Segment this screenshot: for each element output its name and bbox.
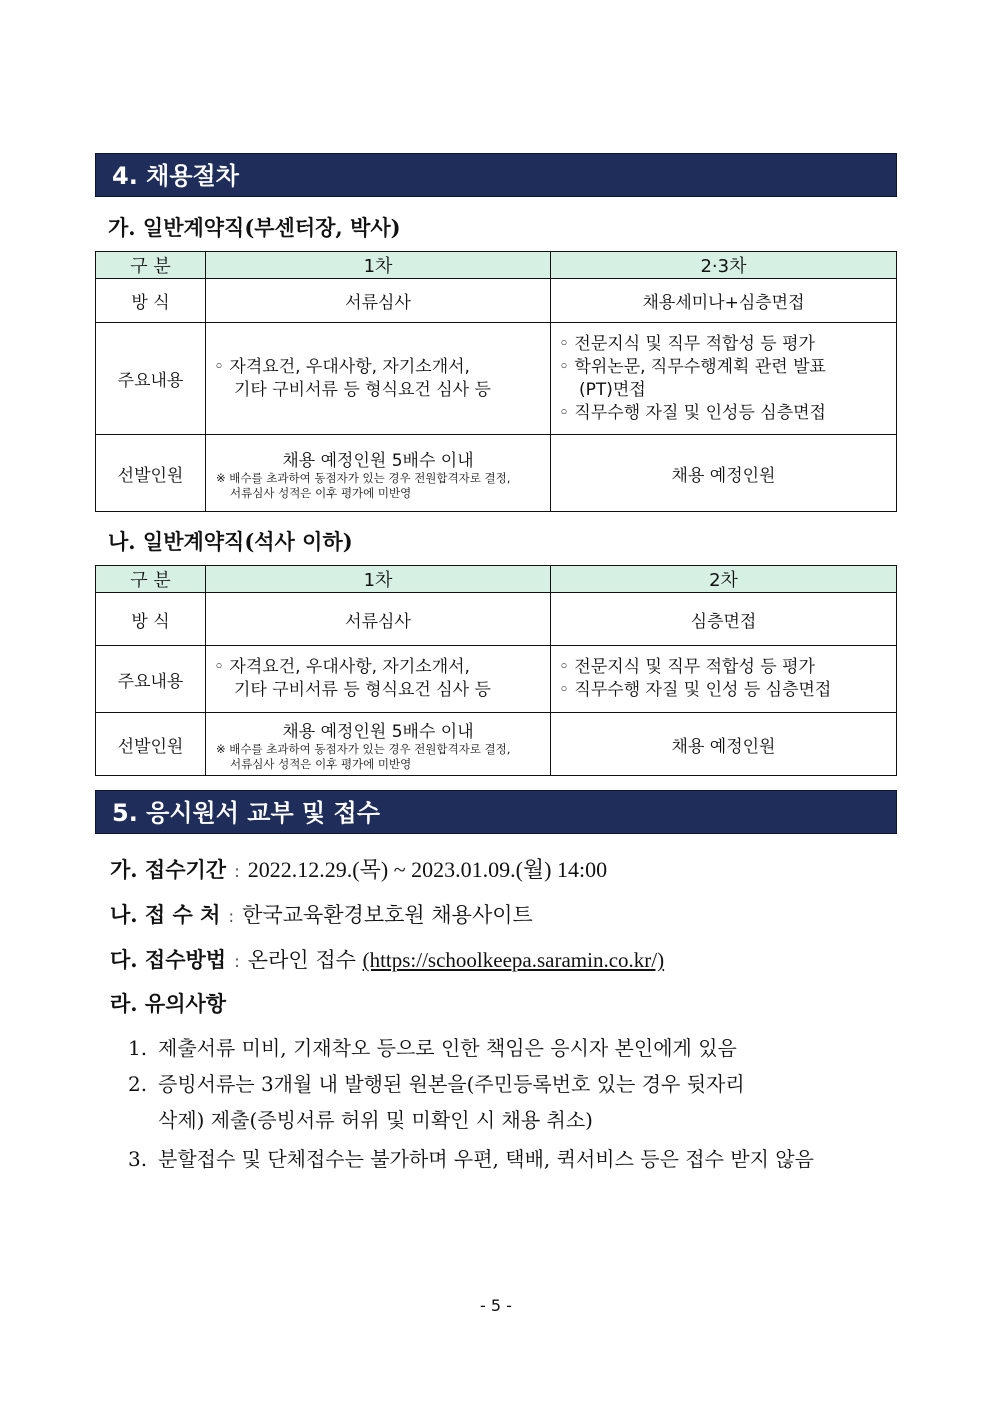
- note-text: 제출서류 미비, 기재착오 등으로 인한 책임은 응시자 본인에게 있음: [158, 1036, 737, 1060]
- application-period: 가. 접수기간 : 2022.12.29.(목) ~ 2023.01.09.(월) 14:00: [110, 857, 608, 882]
- select-stage-2: 채용 예정인원: [551, 435, 897, 512]
- header-category: 구 분: [96, 252, 206, 279]
- section-5-title: 5. 응시원서 교부 및 접수: [112, 799, 380, 827]
- header-stage-1: 1차: [206, 252, 551, 279]
- content-line: ◦ 전문지식 및 직무 적합성 등 평가: [559, 333, 815, 354]
- content-stage-2: [551, 323, 897, 435]
- table-row-content: [96, 646, 897, 713]
- page-number: - 5 -: [480, 1296, 512, 1315]
- method-stage-1: 서류심사: [206, 279, 551, 323]
- section-4-header: [95, 153, 897, 197]
- table-header-row: [96, 252, 897, 279]
- procedure-table-b: [95, 565, 897, 776]
- content-stage-2: [551, 646, 897, 713]
- content-line: ◦ 자격요건, 우대사항, 자기소개서,: [214, 356, 470, 377]
- note-item: 1. 제출서류 미비, 기재착오 등으로 인한 책임은 응시자 본인에게 있음: [128, 1036, 737, 1060]
- recruit-site-link[interactable]: (https://schoolkeepa.saramin.co.kr/): [362, 948, 665, 972]
- row-label-content: 주요내용: [96, 646, 206, 713]
- method-label: 다. 접수방법: [110, 947, 227, 972]
- content-line: 기타 구비서류 등 형식요건 심사 등: [234, 379, 491, 400]
- select-note: 서류심사 성적은 이후 평가에 미반영: [230, 756, 412, 771]
- method-stage-2: 채용세미나+심층면접: [551, 279, 897, 323]
- content-line: ◦ 직무수행 자질 및 인성등 심층면접: [559, 402, 826, 423]
- section-4-title: 4. 채용절차: [112, 162, 239, 190]
- application-method: 다. 접수방법 : 온라인 접수 (https://schoolkeepa.saramin.co.kr/): [110, 947, 665, 972]
- header-stage-1: 1차: [206, 566, 551, 593]
- period-label: 가. 접수기간: [110, 857, 227, 882]
- notes-heading: [110, 988, 226, 1018]
- notes-label: 라. 유의사항: [110, 991, 227, 1016]
- table-row-content: [96, 323, 897, 435]
- header-category: 구 분: [96, 566, 206, 593]
- table-row-method: [96, 593, 897, 646]
- procedure-table-a: [95, 251, 897, 512]
- content-line: ◦ 전문지식 및 직무 적합성 등 평가: [559, 657, 815, 677]
- table-row-select: [96, 435, 897, 512]
- place-value: 한국교육환경보호원 채용사이트: [242, 903, 533, 927]
- content-line: (PT)면접: [579, 379, 646, 400]
- row-label-select: 선발인원: [96, 713, 206, 776]
- table-row-select: [96, 713, 897, 776]
- subsection-a-title: 가. 일반계약직(부센터장, 박사): [108, 215, 401, 240]
- header-stage-2: 2차: [551, 566, 897, 593]
- method-value: 온라인 접수: [247, 948, 356, 972]
- subsection-b-title: 나. 일반계약직(석사 이하): [108, 529, 353, 554]
- select-stage-2: 채용 예정인원: [551, 713, 897, 776]
- place-label: 나. 접 수 처: [110, 902, 221, 927]
- method-stage-2: 심층면접: [551, 593, 897, 646]
- content-stage-1: [206, 646, 551, 713]
- content-line: ◦ 직무수행 자질 및 인성 등 심층면접: [559, 680, 832, 700]
- select-main: 채용 예정인원 5배수 이내: [282, 450, 474, 471]
- table-header-row: [96, 566, 897, 593]
- select-note: ※ 배수를 초과하여 동점자가 있는 경우 전원합격자로 결정,: [216, 470, 511, 485]
- application-place: 나. 접 수 처 : 한국교육환경보호원 채용사이트: [110, 902, 533, 927]
- select-stage-1: [206, 435, 551, 512]
- method-stage-1: 서류심사: [206, 593, 551, 646]
- content-line: ◦ 학위논문, 직무수행계획 관련 발표: [559, 356, 826, 377]
- table-row-method: [96, 279, 897, 323]
- note-text-continued: 삭제) 제출(증빙서류 허위 및 미확인 시 채용 취소): [158, 1108, 593, 1132]
- note-item: 3. 분할접수 및 단체접수는 불가하며 우편, 택배, 퀵서비스 등은 접수 받지 않음: [128, 1147, 814, 1171]
- row-label-content: 주요내용: [96, 323, 206, 435]
- select-stage-1: [206, 713, 551, 776]
- select-main: 채용 예정인원 5배수 이내: [282, 721, 474, 742]
- note-text: 분할접수 및 단체접수는 불가하며 우편, 택배, 퀵서비스 등은 접수 받지 않음: [158, 1147, 814, 1171]
- note-text: 증빙서류는 3개월 내 발행된 원본을(주민등록번호 있는 경우 뒷자리: [158, 1072, 745, 1096]
- row-label-select: 선발인원: [96, 435, 206, 512]
- section-5-header: [95, 790, 897, 834]
- content-line: ◦ 자격요건, 우대사항, 자기소개서,: [214, 657, 470, 677]
- row-label-method: 방 식: [96, 279, 206, 323]
- select-note: ※ 배수를 초과하여 동점자가 있는 경우 전원합격자로 결정,: [216, 741, 511, 756]
- note-item: 2. 증빙서류는 3개월 내 발행된 원본을(주민등록번호 있는 경우 뒷자리: [128, 1072, 745, 1096]
- row-label-method: 방 식: [96, 593, 206, 646]
- period-value: 2022.12.29.(목) ~ 2023.01.09.(월) 14:00: [247, 857, 608, 882]
- content-line: 기타 구비서류 등 형식요건 심사 등: [234, 680, 491, 700]
- header-stage-2: 2·3차: [551, 252, 897, 279]
- content-stage-1: [206, 323, 551, 435]
- select-note: 서류심사 성적은 이후 평가에 미반영: [230, 485, 412, 500]
